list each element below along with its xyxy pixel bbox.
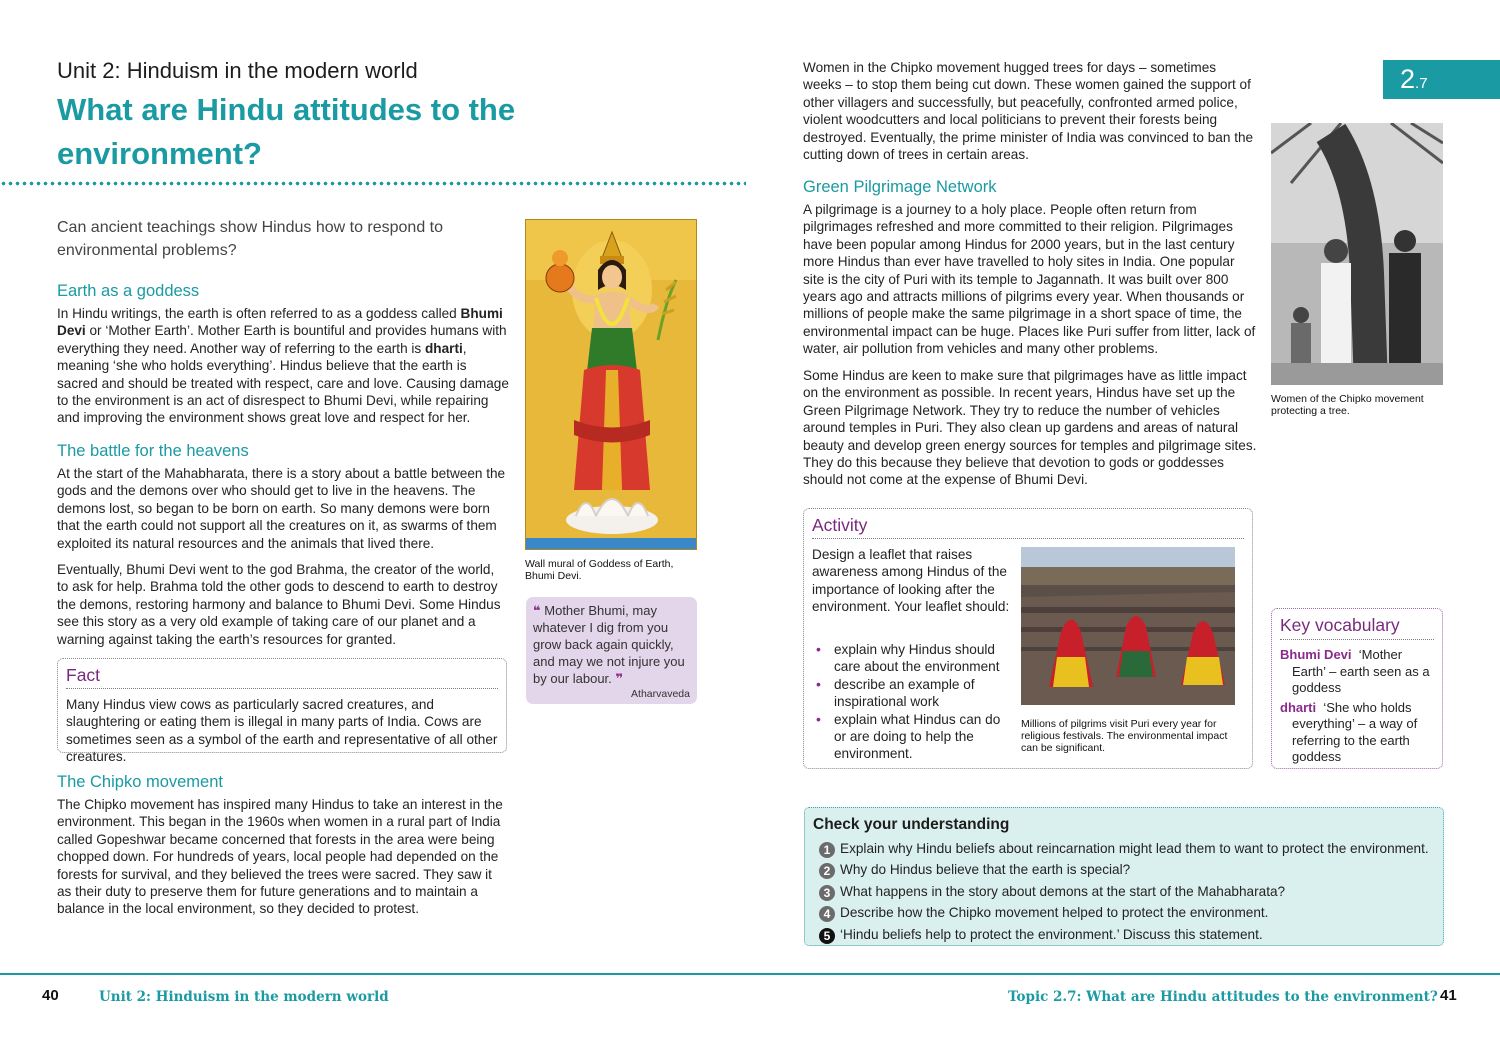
question-item — [819, 902, 1441, 923]
activity-title: Activity — [812, 515, 868, 535]
vocab-term: dharti — [1280, 699, 1317, 715]
page-title: What are Hindu attitudes to the environment? — [57, 92, 516, 171]
activity-bullet: • explain why Hindus should care about the environment — [804, 641, 1016, 676]
footer-right-text: Topic 2.7: What are Hindu attitudes to the environment? — [1008, 989, 1438, 1005]
footer-rule — [0, 973, 1500, 975]
question-item — [819, 924, 1441, 945]
term-bhumi-devi: Bhumi Devi — [57, 306, 503, 339]
heading-green-pilgrimage: Green Pilgrimage Network — [803, 178, 997, 196]
chipko-women-photo — [1271, 123, 1443, 385]
question-item — [819, 838, 1441, 859]
activity-bullet: • describe an example of inspirational work — [804, 676, 1016, 711]
paragraph-chipko-1: The Chipko movement has inspired many Hindus to take an interest in the environment. This began in the 1960s when women in a rural part of India called Gopeshwar became concerned that forests in the area were being chopped down. For hundreds of years, local people had depended on the forests for survival, and they believed the trees were sacred. They saw it as their duty to preserve them for future generations and to maintain a balance in the local environment, so they decided to protest. — [57, 797, 503, 917]
text-run: or ‘Mother Earth’. Mother Earth is bountiful and provides humans with everything they need. Another way of referring to the earth is — [57, 323, 507, 356]
question-number: 3 — [819, 885, 835, 901]
quote-close-mark: ❞ — [615, 671, 624, 686]
intro-question: Can ancient teachings show Hindus how to respond to environmental problems? — [57, 219, 444, 259]
unit-heading: Unit 2: Hinduism in the modern world — [57, 58, 418, 83]
check-title: Check your understanding — [813, 816, 1010, 833]
vocab-term: Bhumi Devi — [1280, 647, 1352, 662]
puri-caption: Millions of pilgrims visit Puri every year for religious festivals. The environmental impact can be significant. — [1021, 718, 1228, 754]
left-page-number: 40 — [42, 987, 59, 1004]
chipko-caption: Women of the Chipko movement protecting a tree. — [1271, 393, 1424, 417]
vocab-title: Key vocabulary — [1280, 615, 1400, 635]
question-text: What happens in the story about demons at the start of the Mahabharata? — [840, 883, 1286, 899]
paragraph-battle-1: At the start of the Mahabharata, there is a story about a battle between the gods and the demons over who should get to live in the heavens. The demons lost, so began to be born on earth. So many demons were born that the earth could not support all the creatures on it, as swarms of them exploited its natural resources and the animals that lived there. — [57, 466, 506, 551]
fact-title: Fact — [66, 665, 101, 685]
topic-number: 2 — [1400, 64, 1416, 94]
question-text: Why do Hindus believe that the earth is special? — [840, 862, 1131, 878]
term-dharti: dharti — [425, 340, 463, 356]
heading-earth-goddess: Earth as a goddess — [57, 282, 200, 300]
key-vocabulary-box — [1271, 608, 1443, 769]
title-dotted-rule — [0, 181, 746, 186]
question-item — [819, 859, 1441, 880]
quote-text — [533, 602, 690, 687]
quote-box — [526, 597, 697, 704]
text-run: , meaning ‘she who holds everything’. Hindus believe that the earth is sacred and should be treated with respect, care and love. Causing damage to the environment is an act of disrespect to Bhumi Devi, while repairing and improving the environment shows great love and respect for her. — [57, 340, 509, 426]
check-understanding-box — [804, 807, 1444, 946]
bhumi-devi-mural-image — [525, 219, 697, 550]
heading-battle: The battle for the heavens — [57, 442, 249, 460]
question-number: 1 — [819, 842, 835, 858]
quote-open-mark: ❝ — [533, 603, 541, 618]
paragraph-chipko-2: Women in the Chipko movement hugged trees for days – sometimes weeks – to stop them being cut down. These women gained the support of other villagers and successfully, but peacefully, confronted armed police, violent woodcutters and local politicians to prevent their forests being destroyed. Eventually, the prime minister of India was convinced to ban the cutting down of trees in certain areas. — [803, 60, 1254, 163]
vocab-list — [1280, 647, 1438, 766]
activity-rule — [812, 538, 1244, 539]
quote-source: Atharvaveda — [631, 688, 690, 700]
paragraph-green-2: Some Hindus are keen to make sure that pilgrimages have as little impact on the environment as possible. In recent years, Hindus have set up the Green Pilgrimage Network. They try to reduce the number of vehicles around temples in Puri. They also clean up gardens and areas of natural beauty and develop green energy sources for temples and pilgrimage sites. They do this because they believe that devotion to gods or goddesses should not come at the expense of Bhumi Devi. — [803, 368, 1257, 488]
question-number: 5 — [819, 928, 835, 944]
question-number: 4 — [819, 906, 835, 922]
question-text: Describe how the Chipko movement helped to protect the environment. — [840, 905, 1269, 921]
question-text: ‘Hindu beliefs help to protect the environment.’ Discuss this statement. — [840, 926, 1263, 942]
text-run: In Hindu writings, the earth is often referred to as a goddess called — [57, 306, 461, 321]
activity-bullets — [804, 641, 1016, 763]
vocab-item — [1280, 647, 1438, 697]
paragraph-battle-2: Eventually, Bhumi Devi went to the god Brahma, the creator of the world, to ask for help. Brahma told the other gods to descend to earth to destroy the demons, restoring harmony and balance to Bhumi Devi. Some Hindus see this story as a very old example of taking care of our planet and a warning against taking the earth’s resources for granted. — [57, 562, 501, 647]
question-item — [819, 881, 1441, 902]
topic-tab — [1383, 60, 1500, 99]
question-text: Explain why Hindu beliefs about reincarnation might lead them to want to protect the environment. — [840, 841, 1429, 856]
fact-text: Many Hindus view cows as particularly sacred creatures, and slaughtering or eating them is illegal in many parts of India. Cows are sometimes seen as a symbol of the earth and representative of all other creatures. — [66, 697, 498, 765]
fact-box — [57, 658, 507, 765]
question-list — [819, 838, 1441, 945]
mural-caption: Wall mural of Goddess of Earth, Bhumi Devi. — [525, 558, 674, 582]
vocab-definition: ‘Mother Earth’ – earth seen as a goddess — [1292, 647, 1430, 695]
quote-body: Mother Bhumi, may whatever I dig from you grow back again quickly, and may we not injure you by our labour. — [533, 603, 685, 686]
activity-intro: Design a leaflet that raises awareness among Hindus of the importance of looking after the environment. Your leaflet should: — [812, 547, 1010, 615]
vocab-definition: ‘She who holds everything’ – a way of referring to the earth goddess — [1292, 699, 1418, 764]
right-page-number: 41 — [1440, 987, 1457, 1004]
footer-left-text: Unit 2: Hinduism in the modern world — [99, 989, 389, 1005]
activity-bullet: • explain what Hindus can do or are doing to help the environment. — [804, 711, 1016, 763]
paragraph-green-1: A pilgrimage is a journey to a holy place. People often return from pilgrimages refreshed and more committed to their religion. Pilgrimages have been popular among Hindus for 2000 years, but in the last century more Hindus than ever have travelled to holy sites in India. One popular site is the city of Puri with its temple to Jagannath. It was built over 800 years ago and attracts millions of pilgrims every year. When thousands or millions of people make the same pilgrimage in a short space of time, the environmental impact can be huge. Places like Puri suffer from litter, lack of water, air pollution from vehicles and many other problems. — [803, 202, 1256, 357]
question-number: 2 — [819, 863, 835, 879]
puri-festival-photo — [1021, 547, 1235, 705]
paragraph-earth-goddess — [57, 305, 509, 427]
vocab-rule — [1280, 639, 1434, 640]
heading-chipko: The Chipko movement — [57, 773, 223, 791]
fact-rule — [66, 688, 498, 689]
vocab-item — [1280, 700, 1438, 766]
topic-subnumber: .7 — [1415, 75, 1428, 92]
